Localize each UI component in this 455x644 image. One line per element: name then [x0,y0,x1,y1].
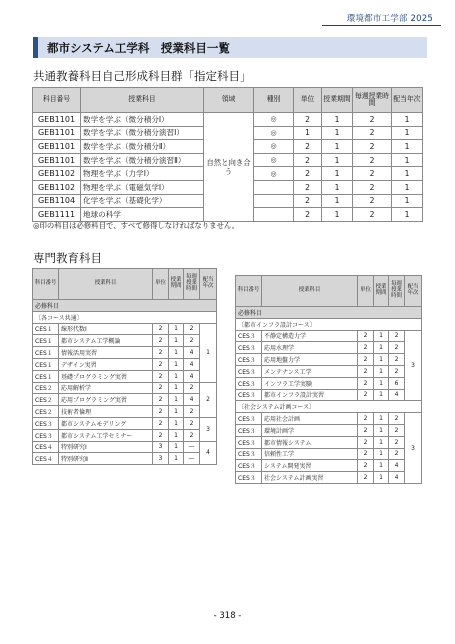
course-code: GEB1104 [33,194,81,208]
table-row [236,436,422,448]
course-year: 1 [392,167,423,181]
course-credits: 2 [294,113,322,127]
col-name: 授業科目 [81,88,204,113]
course-code: CES４ [33,441,59,453]
course-name: 数学を学ぶ（微分積分演習Ⅱ） [81,153,204,167]
course-period: 1 [322,140,353,154]
course-name: 特別研究Ⅰ [59,441,153,453]
course-hours: 2 [184,382,200,394]
col-credits: 単位 [358,276,374,307]
course-code: CES３ [33,417,59,429]
course-credits: 2 [358,413,374,425]
course-credits: 2 [153,382,169,394]
course-hours: 6 [389,377,405,389]
course-code: CES３ [236,330,262,342]
col-name: 授業科目 [59,269,153,300]
course-code: CES１ [33,335,59,347]
col-area: 領域 [204,88,254,113]
course-year: 1 [392,126,423,140]
course-name: 基礎プログラミング実習 [59,370,153,382]
course-code: GEB1101 [33,113,81,127]
course-name: 特別研究Ⅱ [59,453,153,465]
course-credits: 2 [358,436,374,448]
course-code: CES１ [33,347,59,359]
course-year: 1 [200,323,217,382]
course-name: デザイン実習 [59,358,153,370]
course-code: CES３ [236,377,262,389]
course-period: 1 [169,335,184,347]
title-accent-bar [33,37,38,58]
table-row [33,335,217,347]
general-heading: 共通教養科目自己形成科目群「指定科目」 [33,69,252,83]
course-name: 都市システムモデリング [59,417,153,429]
course-credits: 2 [294,153,322,167]
course-code: CES３ [236,389,262,401]
course-period: 1 [374,342,389,354]
course-name: 情報活用実習 [59,347,153,359]
table-row [33,441,217,453]
col-code: 科目番号 [33,88,81,113]
course-period: 1 [322,194,353,208]
course-name: 応用社会計画 [262,413,358,425]
course-name: 物理を学ぶ（力学Ⅰ） [81,167,204,181]
course-name: 数学を学ぶ（微分積分Ⅰ） [81,113,204,127]
course-hours: 4 [389,389,405,401]
course-period: 1 [169,394,184,406]
course-name: 数学を学ぶ（微分積分Ⅱ） [81,140,204,154]
header-text: 環境都市工学部 2025 [346,14,433,24]
table-row [33,453,217,465]
course-code: CES２ [33,394,59,406]
col-credits: 単位 [294,88,322,113]
course-credits: 2 [153,347,169,359]
course-credits: 2 [358,342,374,354]
course-code: CES３ [236,424,262,436]
course-year: 3 [405,413,422,484]
table-row [33,406,217,418]
course-credits: 2 [153,394,169,406]
course-name: 都市システム工学概論 [59,335,153,347]
course-group [33,311,217,323]
course-group [236,318,422,330]
course-code: CES１ [33,370,59,382]
course-credits: 2 [153,323,169,335]
course-credits: 2 [153,417,169,429]
course-hours: 2 [184,429,200,441]
table-header-row [236,276,422,307]
table-row [236,424,422,436]
course-period: 1 [322,153,353,167]
course-period: 1 [322,113,353,127]
course-hours: 2 [184,417,200,429]
course-credits: 2 [358,377,374,389]
page-title: 都市システム工学科 授業科目一覧 [47,41,230,55]
course-period: 1 [169,323,184,335]
required-note: ◎印の科目は必修科目で、すべて修得しなければなりません。 [33,221,240,230]
course-credits: 2 [153,429,169,441]
course-year: 1 [392,194,423,208]
course-hours: 2 [353,180,392,194]
required-category [236,307,422,319]
course-period: 1 [169,358,184,370]
specialized-heading: 専門教育科目 [33,251,102,265]
required-category-label: 必修科目 [33,300,217,312]
course-hours: 4 [184,358,200,370]
col-hours: 毎週授業時間 [389,276,405,307]
course-name: 応用水理学 [262,342,358,354]
course-name: 都市システム工学セミナー [59,429,153,441]
course-name: 環境計画学 [262,424,358,436]
course-credits: 2 [153,406,169,418]
col-year: 配当年次 [200,269,217,300]
table-row [236,330,422,342]
course-hours: — [184,441,200,453]
course-area: 自然と向き合う [204,113,254,222]
course-name: 数学を学ぶ（微分積分演習Ⅰ） [81,126,204,140]
course-credits: 2 [153,370,169,382]
table-row [236,413,422,425]
table-row [33,347,217,359]
course-hours: 2 [353,208,392,222]
course-hours: — [184,453,200,465]
col-period: 授業期間 [322,88,353,113]
course-credits: 2 [294,167,322,181]
course-hours: 2 [353,194,392,208]
table-row [33,113,423,127]
course-hours: 2 [389,354,405,366]
course-code: CES３ [236,436,262,448]
course-name: インフラ工学実験 [262,377,358,389]
col-type: 種別 [254,88,294,113]
course-period: 1 [374,424,389,436]
table-row [33,370,217,382]
course-code: CES３ [236,472,262,484]
course-code: GEB1101 [33,126,81,140]
required-mark [254,208,294,222]
course-name: 都市インフラ設計実習 [262,389,358,401]
specialized-table-right [235,275,422,484]
course-period: 1 [322,208,353,222]
course-year: 4 [200,441,217,465]
course-period: 1 [169,370,184,382]
course-credits: 2 [358,424,374,436]
course-credits: 2 [294,208,322,222]
course-hours: 2 [353,140,392,154]
course-credits: 2 [358,330,374,342]
course-name: 不静定構造力学 [262,330,358,342]
course-code: GEB1111 [33,208,81,222]
course-code: CES３ [236,354,262,366]
table-row [33,394,217,406]
course-hours: 2 [184,323,200,335]
course-credits: 2 [294,180,322,194]
table-header-row [33,269,217,300]
col-code: 科目番号 [33,269,59,300]
course-credits: 2 [358,460,374,472]
course-period: 1 [374,472,389,484]
table-row [33,417,217,429]
course-period: 1 [374,330,389,342]
course-hours: 4 [184,370,200,382]
course-code: CES４ [33,453,59,465]
course-period: 1 [169,453,184,465]
course-hours: 2 [389,342,405,354]
course-code: CES３ [236,365,262,377]
course-name: メンテナンス工学 [262,365,358,377]
course-hours: 4 [184,394,200,406]
course-year: 1 [392,153,423,167]
course-code: CES１ [33,358,59,370]
course-period: 1 [322,126,353,140]
course-year: 1 [392,140,423,154]
course-hours: 2 [389,424,405,436]
col-period: 授業期間 [374,276,389,307]
course-period: 1 [374,460,389,472]
course-hours: 4 [389,472,405,484]
course-period: 1 [169,429,184,441]
required-mark: ◎ [254,153,294,167]
table-row [236,342,422,354]
col-name: 授業科目 [262,276,358,307]
course-code: CES２ [33,382,59,394]
table-row [33,382,217,394]
course-code: GEB1101 [33,153,81,167]
course-year: 1 [392,113,423,127]
course-credits: 2 [294,140,322,154]
course-name: 技術者倫理 [59,406,153,418]
course-hours: 2 [353,126,392,140]
course-group [236,401,422,413]
course-credits: 3 [153,453,169,465]
course-year: 2 [200,382,217,417]
course-name: 応用地盤力学 [262,354,358,366]
course-period: 1 [169,441,184,453]
required-mark [254,180,294,194]
col-year: 配当年次 [405,276,422,307]
course-credits: 3 [153,441,169,453]
table-row [33,323,217,335]
course-credits: 2 [153,335,169,347]
col-hours: 毎週授業時間 [353,88,392,113]
course-hours: 2 [353,153,392,167]
course-period: 1 [374,354,389,366]
course-hours: 2 [389,413,405,425]
course-period: 1 [169,417,184,429]
course-period: 1 [169,347,184,359]
specialized-table-left [32,268,217,465]
course-code: CES３ [236,413,262,425]
course-credits: 2 [358,354,374,366]
table-row [33,429,217,441]
course-hours: 2 [389,448,405,460]
required-mark: ◎ [254,113,294,127]
course-code: GEB1102 [33,167,81,181]
col-period: 授業期間 [169,269,184,300]
course-period: 1 [374,365,389,377]
general-course-table [32,87,423,222]
course-hours: 4 [389,460,405,472]
course-code: GEB1101 [33,140,81,154]
required-mark [254,194,294,208]
course-code: CES１ [33,323,59,335]
table-row [236,389,422,401]
course-code: CES２ [33,406,59,418]
course-credits: 2 [358,365,374,377]
course-name: 応用解析学 [59,382,153,394]
course-name: 信頼性工学 [262,448,358,460]
table-row [236,460,422,472]
course-hours: 2 [389,436,405,448]
table-header-row [33,88,423,113]
course-hours: 2 [184,406,200,418]
course-name: 都市情報システム [262,436,358,448]
required-category-label: 必修科目 [236,307,422,319]
course-credits: 2 [358,472,374,484]
course-hours: 4 [184,347,200,359]
course-code: GEB1102 [33,180,81,194]
course-year: 1 [392,180,423,194]
header-rule [322,25,441,26]
course-period: 1 [374,413,389,425]
course-period: 1 [374,389,389,401]
course-name: 化学を学ぶ（基礎化学） [81,194,204,208]
required-mark: ◎ [254,126,294,140]
course-period: 1 [169,406,184,418]
course-hours: 2 [184,335,200,347]
course-group-label: 〔各コース共通〕 [33,311,217,323]
col-code: 科目番号 [236,276,262,307]
course-name: 社会システム計画実習 [262,472,358,484]
course-period: 1 [322,167,353,181]
course-hours: 2 [353,167,392,181]
course-group-label: 〔都市インフラ設計コース〕 [236,318,422,330]
table-row [236,448,422,460]
col-hours: 毎週授業時間 [184,269,200,300]
course-period: 1 [169,382,184,394]
course-name: 応用プログラミング実習 [59,394,153,406]
course-name: 線形代数Ⅰ [59,323,153,335]
table-row [33,358,217,370]
table-row [236,365,422,377]
course-period: 1 [374,377,389,389]
required-mark: ◎ [254,167,294,181]
course-period: 1 [374,448,389,460]
table-row [236,377,422,389]
course-code: CES３ [236,460,262,472]
course-year: 3 [200,417,217,441]
course-year: 1 [392,208,423,222]
running-header [0,0,455,30]
course-name: 地球の科学 [81,208,204,222]
course-hours: 2 [389,365,405,377]
course-code: CES３ [33,429,59,441]
course-credits: 2 [358,448,374,460]
course-hours: 2 [353,113,392,127]
course-period: 1 [322,180,353,194]
table-row [236,354,422,366]
course-credits: 2 [294,194,322,208]
course-name: システム開発実習 [262,460,358,472]
course-group-label: 〔社会システム計画コース〕 [236,401,422,413]
table-row [236,472,422,484]
col-year: 配当年次 [392,88,423,113]
course-credits: 1 [294,126,322,140]
page-title-band [33,37,427,58]
course-name: 物理を学ぶ（電磁気学Ⅰ） [81,180,204,194]
page-number: - 318 - [213,611,242,621]
course-code: CES３ [236,342,262,354]
course-credits: 2 [358,389,374,401]
required-category [33,300,217,312]
course-hours: 2 [389,330,405,342]
course-code: CES３ [236,448,262,460]
required-mark: ◎ [254,140,294,154]
course-year: 3 [405,330,422,401]
course-period: 1 [374,436,389,448]
course-credits: 2 [153,358,169,370]
col-credits: 単位 [153,269,169,300]
